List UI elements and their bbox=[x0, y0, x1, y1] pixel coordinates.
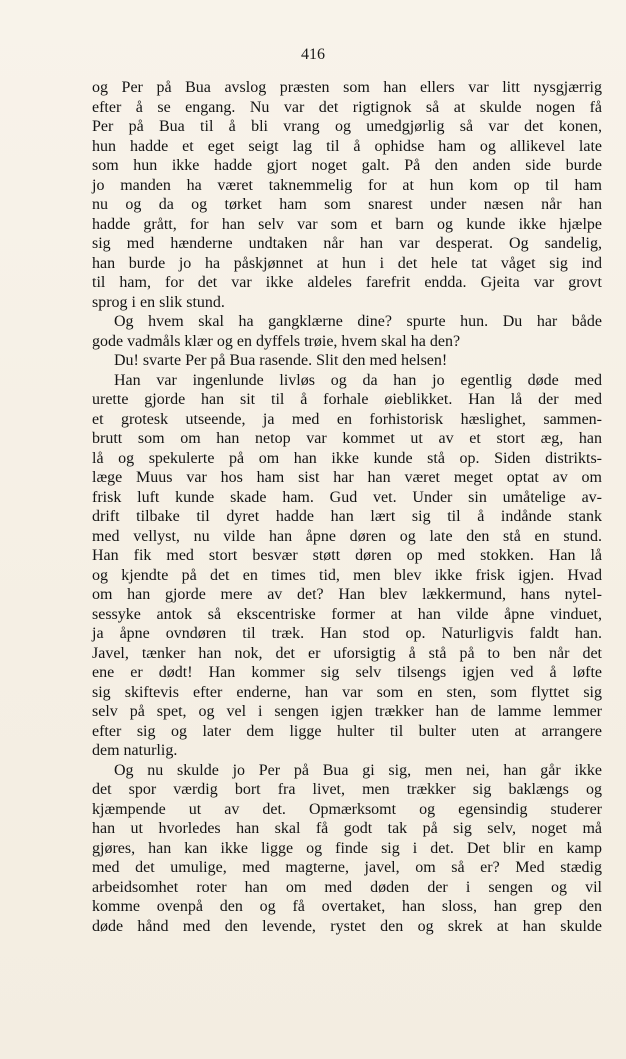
text-line: til ham, for det var ikke aldeles farefrit endda. Gjeita var grovt bbox=[92, 274, 602, 291]
text-line: og Per på Bua avslog præsten som han ellers var litt nysgjærrig bbox=[92, 79, 602, 96]
text-line: jo manden ha været taknemmelig for at hun kom op til ham bbox=[92, 176, 602, 194]
body-text bbox=[92, 78, 602, 936]
text-line: hun hadde et eget seigt lag til å ophidse ham og allikevel late bbox=[92, 137, 602, 155]
text-line: gode vadmåls klær og en dyffels trøie, hvem skal ha den? bbox=[92, 332, 461, 350]
text-line: drift tilbake til dyret hadde han lært sig til å indånde stank bbox=[92, 508, 602, 525]
text-line: efter sig og later dem ligge hulter til bulter uten at arrangere bbox=[92, 722, 602, 740]
text-line: læge Muus var hos ham sist har han været meget optat av om bbox=[92, 469, 602, 486]
text-line: selv på spet, og vel i sengen igjen trækker han de lamme lemmer bbox=[92, 703, 602, 720]
text-line: han burde jo ha påskjønnet at hun i det hele tat våget sig ind bbox=[92, 254, 602, 272]
text-line: det spor værdig bort fra livet, men trækker sig baklængs og bbox=[92, 781, 602, 798]
text-line: lå og spekulerte på om han ikke kunde stå op. Siden distrikts- bbox=[92, 449, 602, 467]
text-line: kjæmpende ut av det. Opmærksomt og egensindig studerer bbox=[92, 800, 602, 818]
text-line: ja åpne ovndøren til træk. Han stod op. Naturligvis faldt han. bbox=[92, 625, 602, 642]
text-line: gjøres, han kan ikke ligge og finde sig i det. Det blir en kamp bbox=[92, 839, 602, 857]
text-line: sessyke antok så ekscentriske former at han vilde åpne vinduet, bbox=[92, 605, 602, 623]
text-line: som hun ikke hadde gjort noget galt. På den anden side burde bbox=[92, 157, 602, 174]
text-line: dem naturlig. bbox=[92, 742, 178, 759]
text-line: Og hvem skal ha gangklærne dine? spurte hun. Du har både bbox=[114, 313, 602, 330]
text-line: sig skiftevis efter enderne, han var som en sten, som flyttet sig bbox=[92, 683, 602, 701]
text-line: Og nu skulde jo Per på Bua gi sig, men nei, han går ikke bbox=[114, 761, 602, 779]
text-line: Javel, tænker han nok, det er uforsigtig å stå på to ben når det bbox=[92, 644, 602, 662]
text-line: med vellyst, nu vilde han åpne døren og late den stå en stund. bbox=[92, 527, 602, 545]
text-line: urette gjorde han sit til å forhale øieblikket. Han lå der med bbox=[92, 391, 602, 408]
text-line: døde hånd med den levende, rystet den og skrek at han skulde bbox=[92, 917, 602, 935]
text-line: hadde grått, for han selv var som et barn og kunde ikke hjælpe bbox=[92, 215, 602, 233]
text-line: og kjendte på det en times tid, men blev ikke frisk igjen. Hvad bbox=[92, 566, 602, 584]
text-line: sig med hænderne undtaken når han var desperat. Og sandelig, bbox=[92, 235, 602, 252]
text-line: sprog i en slik stund. bbox=[92, 293, 225, 311]
text-line: et grotesk utseende, ja med en forhistorisk hæslighet, sammen- bbox=[92, 410, 602, 428]
text-line: arbeidsomhet roter han om med døden der i sengen og vil bbox=[92, 878, 602, 896]
text-line: brutt som om han netop var kommet ut av et stort æg, han bbox=[92, 430, 602, 447]
text-line: om han gjorde mere av det? Han blev lækkermund, hans nytel- bbox=[92, 586, 602, 603]
text-line: komme ovenpå den og få overtaket, han sloss, han grep den bbox=[92, 898, 602, 915]
page-number: 416 bbox=[301, 46, 325, 63]
text-line: han ut hvorledes han skal få godt tak på sig selv, noget må bbox=[92, 820, 602, 837]
text-line: ene er dødt! Han kommer sig selv tilsengs igjen ved å løfte bbox=[92, 664, 602, 681]
text-line: Per på Bua til å bli vrang og umedgjørlig så var det konen, bbox=[92, 118, 602, 135]
text-line: efter å se engang. Nu var det rigtignok så at skulde nogen få bbox=[92, 98, 602, 116]
text-line: med det umulige, med magterne, javel, om så er? Med stædig bbox=[92, 859, 602, 876]
text-line: Han var ingenlunde livløs og da han jo egentlig døde med bbox=[114, 371, 602, 389]
text-line: nu og da og tørket ham som snarest under næsen når han bbox=[92, 196, 602, 213]
text-line: frisk luft kunde skade ham. Gud vet. Under sin umåtelige av- bbox=[92, 488, 602, 506]
text-line: Du! svarte Per på Bua rasende. Slit den med helsen! bbox=[114, 352, 448, 369]
text-line: Han fik med stort besvær støtt døren op med stokken. Han lå bbox=[92, 547, 602, 564]
